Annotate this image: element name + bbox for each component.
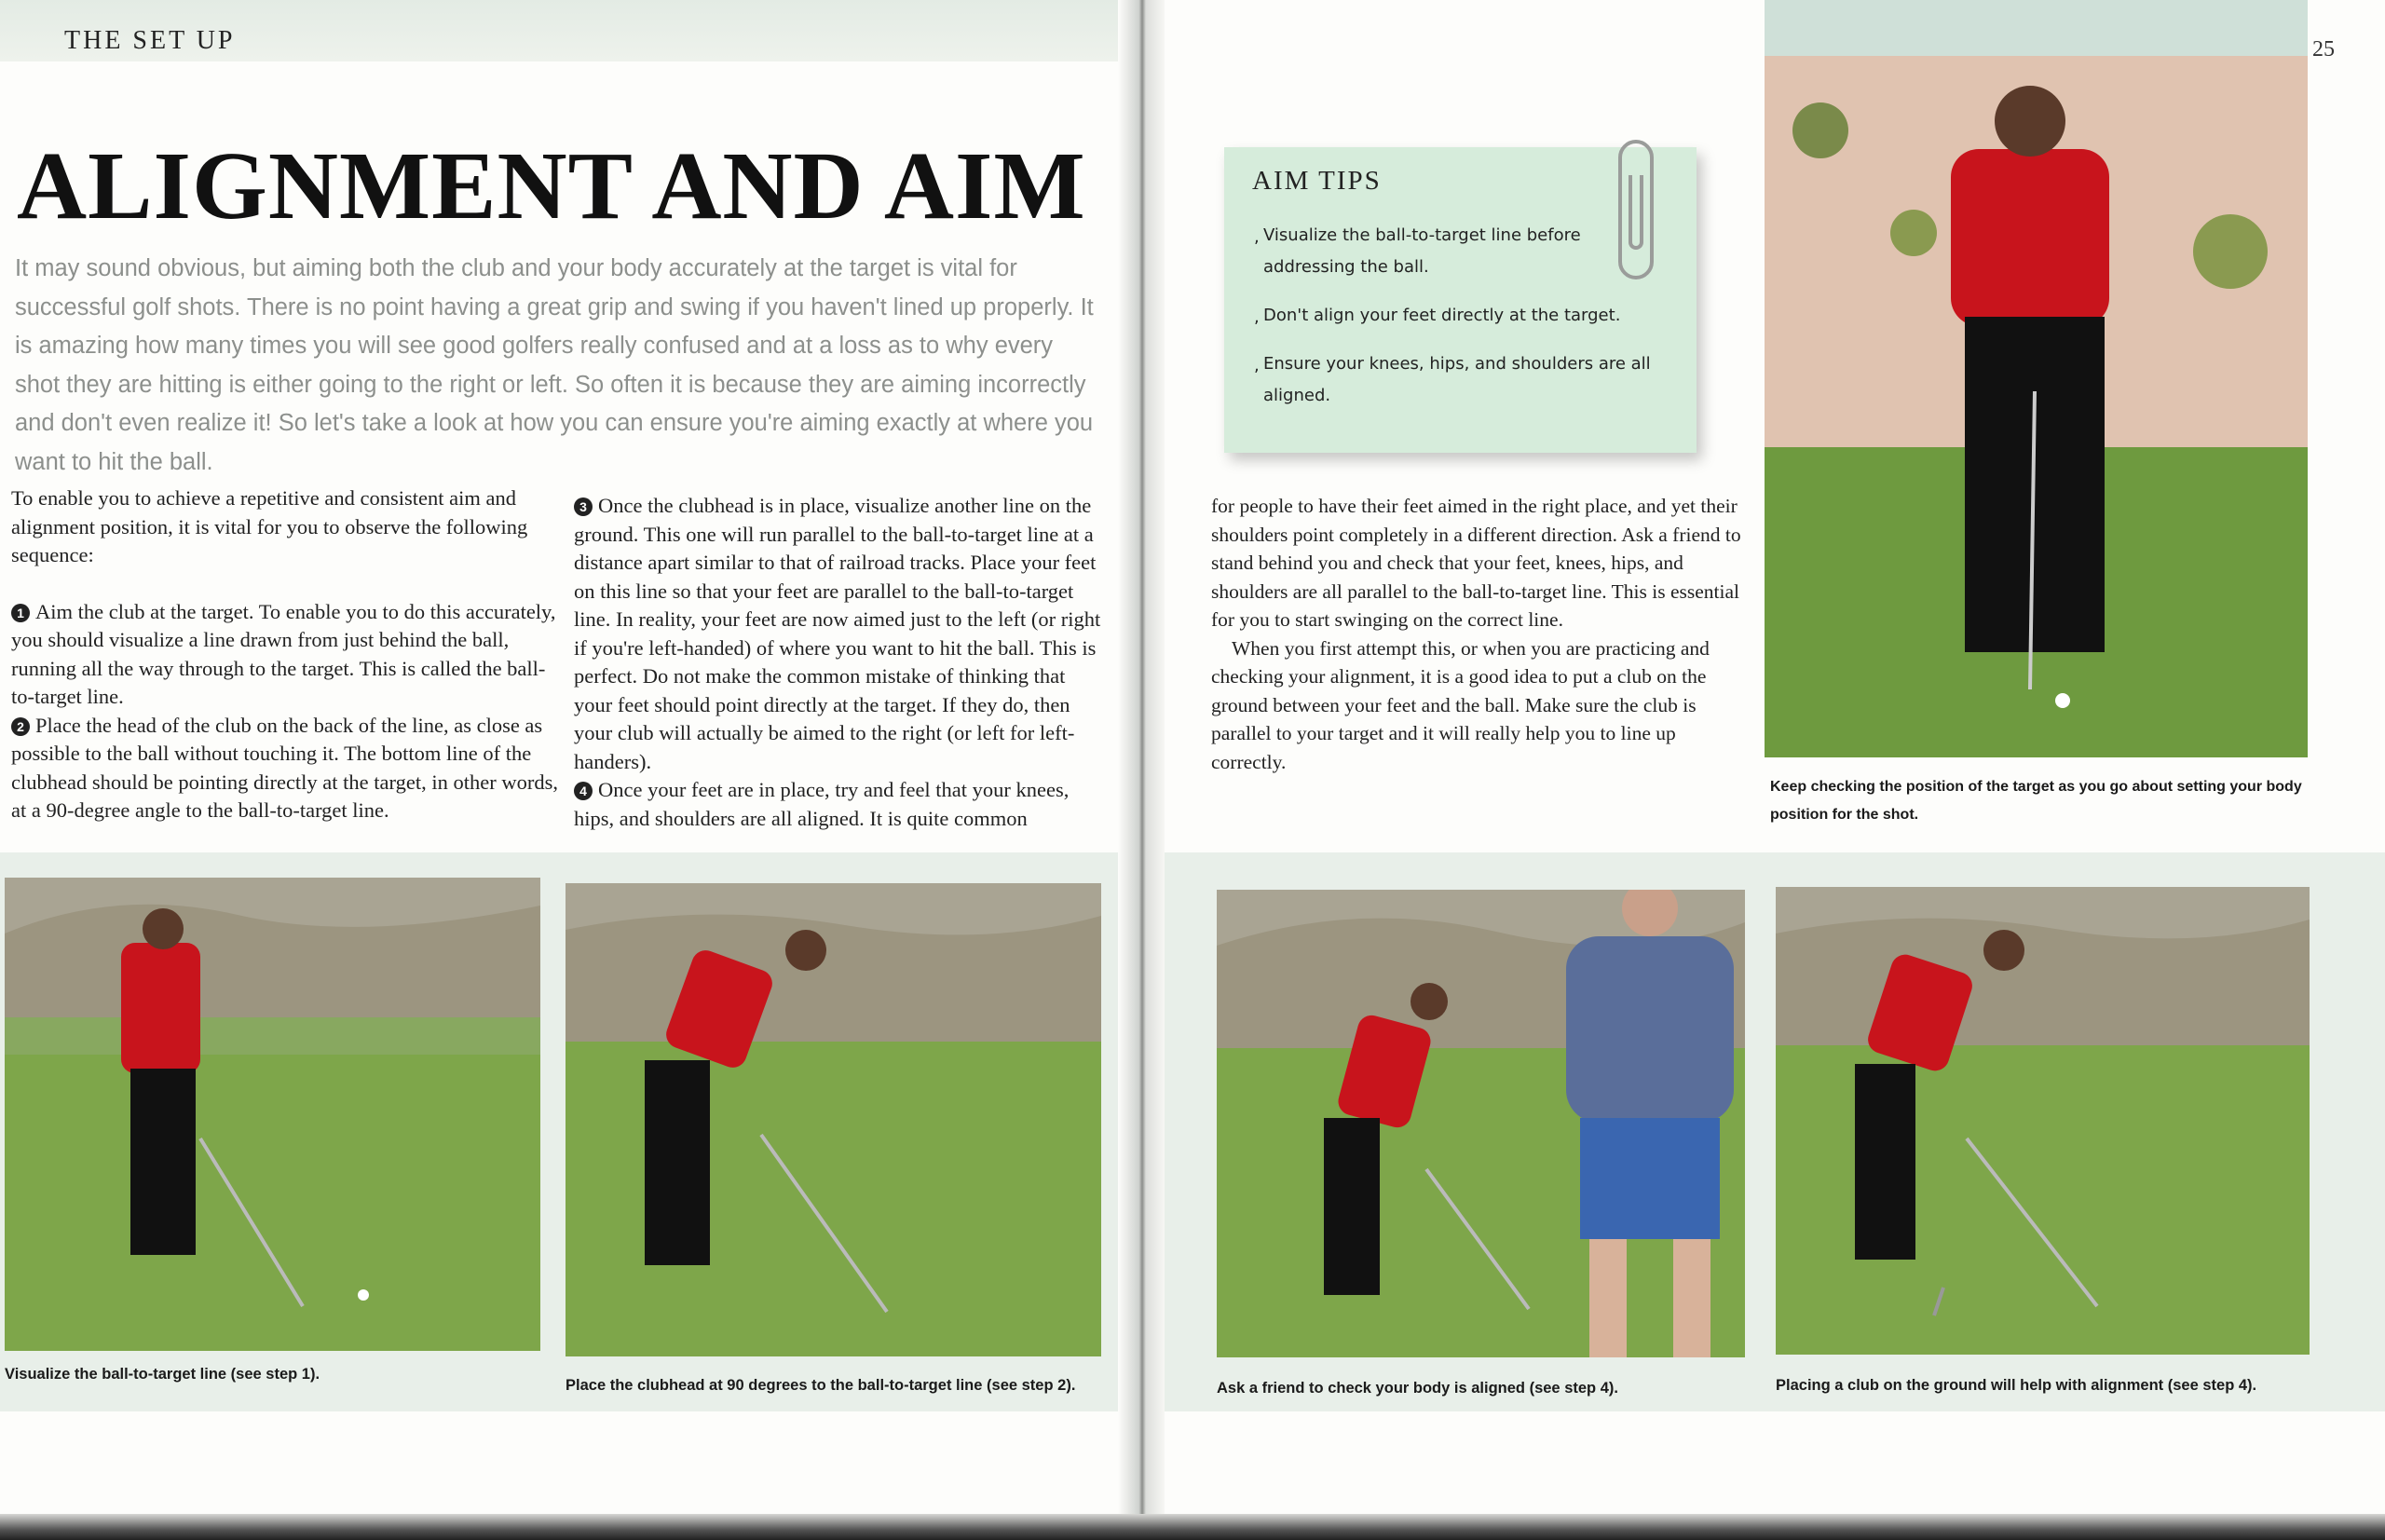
photo-caption: Keep checking the position of the target as you go about setting your body position for the shot. [1770,779,2302,823]
section-label: THE SET UP [64,26,236,55]
body-column-right-page [1211,492,1747,776]
book-gutter [1118,0,1165,1540]
step-number-icon: 3 [574,497,593,516]
photo-club-on-ground [1776,887,2310,1355]
step-text: Once the clubhead is in place, visualize another line on the ground. This one will run parallel to the ball-to-target line at a distance apart similar to that of railroad tracks. Place your feet on this line so that your feet are parallel to the ball-to-target line. In reality, your feet are now aimed just to the left (or right if you're left-handed) of where you want to hit the ball. This is perfect. Do not make the common mistake of thinking that your feet should point directly at the target. If they do, then your club will actually be aimed to the right (or left for left-handers). [574,494,1101,773]
tip-item: , Visualize the ball-to-target line before addressing the ball. [1263,220,1664,283]
step-4 [574,776,1107,833]
page-title: ALIGNMENT AND AIM [17,132,1086,239]
step-3 [574,492,1107,776]
body-paragraph: When you first attempt this, or when you are practicing and checking your alignment, it is a good idea to put a club on the ground between your feet and the ball. Make sure the club is parallel to your target and it will really help you to line up correctly. [1211,636,1710,773]
intro-paragraph: It may sound obvious, but aiming both the club and your body accurately at the target is vital for successful golf shots. There is no point having a great grip and swing if you haven't lined up properly. It is amazing how many times you will see good golfers really confused and at a loss as to why every shot they are hitting is either going to the right or left. So often it is because they are aiming incorrectly and don't even realize it! So let's take a look at how you can ensure you're aiming exactly at where you want to hit the ball. [15,255,1094,475]
photo-friend-check [1217,890,1745,1357]
body-paragraph: for people to have their feet aimed in the right place, and yet their shoulders point completely in a different direction. Ask a friend to stand behind you and check that your feet, knees, hips, and shoulders are all parallel to the ball-to-target line. This is essential for you to start swinging on the correct line. [1211,495,1741,631]
photo-caption: Ask a friend to check your body is aligned (see step 4). [1217,1380,1618,1397]
tips-list [1263,220,1664,429]
page-number: 25 [2312,37,2335,61]
book-bottom-edge [0,1514,2385,1540]
step-text: Once your feet are in place, try and feel that your knees, hips, and shoulders are all aligned. It is quite common [574,778,1070,830]
step-2 [11,712,561,825]
body-intro: To enable you to achieve a repetitive and consistent aim and alignment position, it is vital for you to observe the following sequence: [11,486,528,566]
tip-item: , Don't align your feet directly at the target. [1263,300,1664,332]
photo-caption: Placing a club on the ground will help with alignment (see step 4). [1776,1377,2257,1394]
photo-golfer-address [566,883,1101,1356]
body-column-left [11,484,561,825]
photo-golfer-behind [5,878,540,1351]
step-text: Aim the club at the target. To enable you to do this accurately, you should visualize a line drawn from just behind the ball, running all the way through to the target. This is called the ball-to-target line. [11,599,556,708]
paperclip-inner-icon [1629,175,1643,250]
step-number-icon: 1 [11,604,30,622]
step-number-icon: 4 [574,782,593,800]
step-text: Place the head of the club on the back of the line, as close as possible to the ball without touching it. The bottom line of the clubhead should be pointing directly at the target, in other words, at a 90-degree angle to the ball-to-target line. [11,713,558,822]
photo-golfer-front [1765,0,2308,757]
step-1 [11,598,561,712]
photo-caption: Visualize the ball-to-target line (see step 1). [5,1366,320,1383]
body-column-right [574,492,1107,833]
photo-caption: Place the clubhead at 90 degrees to the ball-to-target line (see step 2). [566,1377,1076,1394]
tips-heading: AIM TIPS [1252,166,1382,196]
step-number-icon: 2 [11,717,30,736]
tip-item: , Ensure your knees, hips, and shoulders are all aligned. [1263,348,1664,412]
